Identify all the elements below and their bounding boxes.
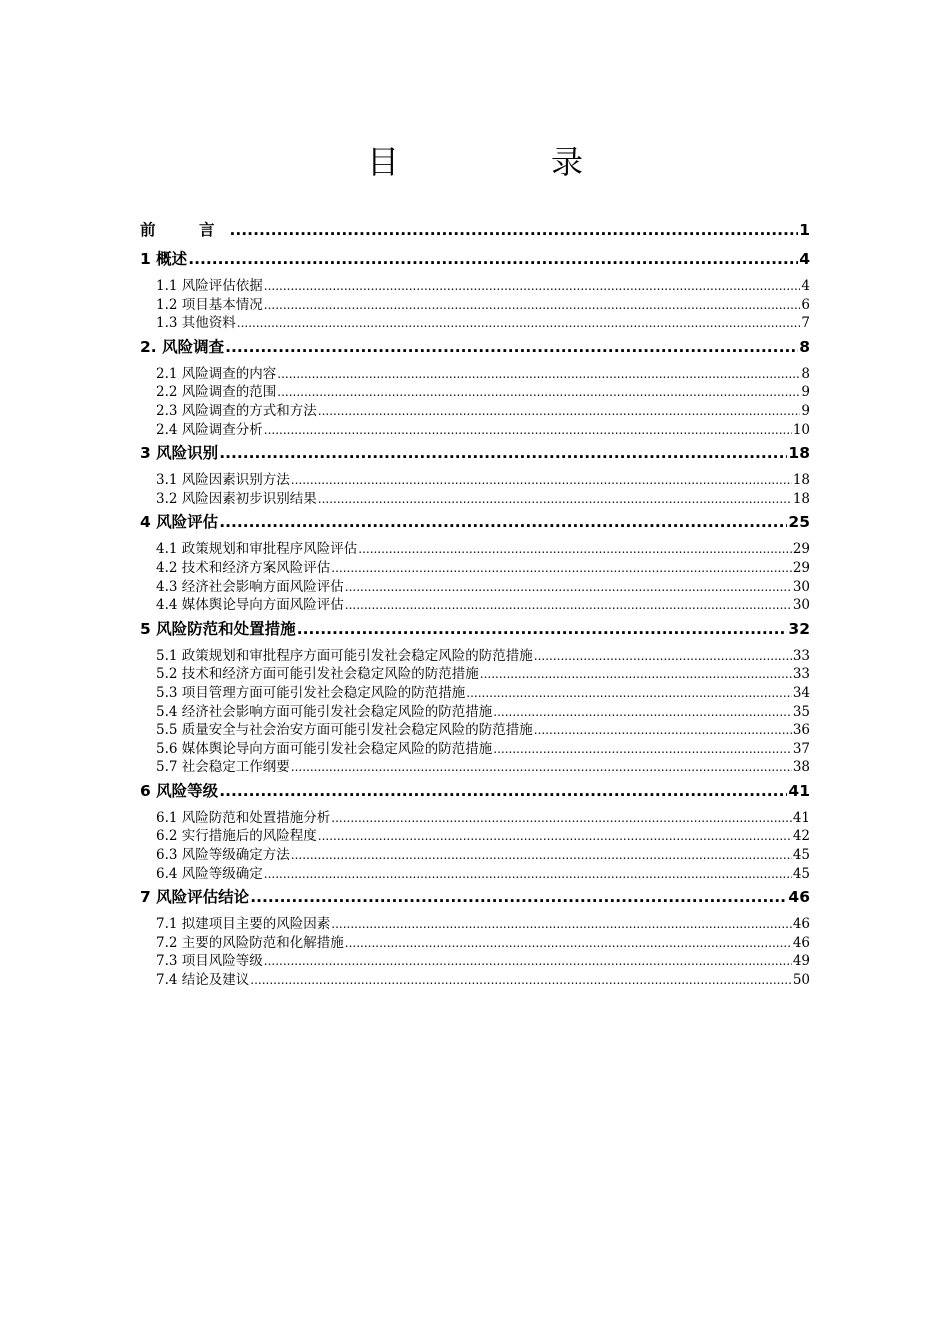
toc-entry-section[interactable]	[140, 758, 810, 777]
toc-entry-chapter[interactable]	[140, 886, 810, 909]
toc-entry-label: 4.3 经济社会影响方面风险评估	[156, 578, 344, 595]
toc-page-number: 34	[792, 684, 810, 701]
toc-entry-label: 1.1 风险评估依据	[156, 278, 263, 294]
toc-entry-section[interactable]	[140, 402, 810, 421]
toc-entry-section[interactable]	[140, 721, 810, 740]
toc-page-number: 33	[792, 647, 810, 664]
toc-dot-leader	[493, 703, 792, 722]
toc-page-number: 25	[788, 513, 810, 532]
toc-entry-section[interactable]	[140, 665, 810, 684]
toc-dot-leader	[277, 365, 800, 384]
toc-entry-label: 4.1 政策规划和审批程序风险评估	[156, 541, 358, 558]
toc-page-number: 32	[788, 619, 810, 638]
toc-dot-leader	[264, 952, 792, 971]
toc-entry-label: 3.1 风险因素识别方法	[156, 472, 290, 489]
toc-entry-section[interactable]	[140, 865, 810, 884]
toc-dot-leader	[358, 540, 792, 559]
toc-dot-leader	[318, 402, 801, 421]
toc-page-number: 18	[792, 472, 810, 489]
toc-page-number: 30	[792, 578, 810, 595]
toc-entry-label: 7.2 主要的风险防范和化解措施	[156, 934, 344, 951]
toc-dot-leader	[318, 490, 792, 509]
toc-page-number: 46	[792, 934, 810, 951]
toc-entry-section[interactable]	[140, 540, 810, 559]
toc-page-number: 8	[799, 337, 810, 356]
toc-entry-label: 7.1 拟建项目主要的风险因素	[156, 916, 331, 933]
toc-dot-leader	[219, 780, 787, 803]
toc-entry-label: 5.1 政策规划和审批程序方面可能引发社会稳定风险的防范措施	[156, 647, 533, 664]
toc-entry-label: 5 风险防范和处置措施	[140, 619, 296, 638]
toc-dot-leader	[219, 442, 787, 465]
toc-page-number: 10	[792, 421, 810, 438]
toc-entry-section[interactable]	[140, 703, 810, 722]
toc-page-number: 6	[801, 296, 810, 313]
toc-dot-leader	[297, 618, 788, 641]
toc-page-number: 41	[792, 809, 810, 826]
toc-entry-section[interactable]	[140, 934, 810, 953]
toc-entry-section[interactable]	[140, 296, 810, 315]
toc-entry-section[interactable]	[140, 809, 810, 828]
toc-page-number: 42	[792, 828, 810, 845]
toc-entry-section[interactable]	[140, 277, 810, 296]
toc-dot-leader	[250, 886, 787, 909]
toc-entry-label: 前 言	[140, 221, 229, 239]
toc-page-number: 49	[792, 953, 810, 970]
toc-entry-label: 6.4 风险等级确定	[156, 865, 263, 882]
toc-page-number: 30	[792, 597, 810, 614]
toc-dot-leader	[534, 647, 792, 666]
toc-page-number: 18	[792, 490, 810, 507]
toc-entry-label: 2.4 风险调查分析	[156, 421, 263, 438]
toc-dot-leader	[237, 314, 801, 333]
toc-page-number: 45	[792, 865, 810, 882]
toc-dot-leader	[264, 296, 801, 315]
toc-dot-leader	[291, 471, 792, 490]
toc-entry-section[interactable]	[140, 596, 810, 615]
toc-dot-leader	[345, 596, 792, 615]
toc-entry-label: 2. 风险调查	[140, 337, 225, 356]
toc-entry-label: 6.2 实行措施后的风险程度	[156, 828, 317, 845]
toc-dot-leader	[188, 248, 798, 271]
toc-page-number: 45	[792, 847, 810, 864]
toc-dot-leader	[250, 971, 792, 990]
toc-entry-label: 1.3 其他资料	[156, 315, 236, 332]
toc-entry-label: 6 风险等级	[140, 781, 219, 800]
toc-page-number: 29	[792, 541, 810, 558]
toc-page-number: 8	[801, 365, 810, 382]
toc-entry-label: 2.1 风险调查的内容	[156, 365, 277, 382]
toc-entry-section[interactable]	[140, 490, 810, 509]
toc-page-number: 41	[788, 781, 810, 800]
toc-entry-label: 5.5 质量安全与社会治安方面可能引发社会稳定风险的防范措施	[156, 722, 533, 739]
toc-entry-label: 5.2 技术和经济方面可能引发社会稳定风险的防范措施	[156, 666, 479, 683]
toc-page-number: 9	[801, 384, 810, 401]
toc-page-number: 4	[801, 278, 810, 294]
toc-entry-label: 7.4 结论及建议	[156, 972, 250, 989]
toc-page-number: 9	[801, 402, 810, 419]
toc-page-number: 35	[792, 703, 810, 720]
toc-dot-leader	[291, 846, 792, 865]
toc-entry-section[interactable]	[140, 684, 810, 703]
toc-dot-leader	[534, 721, 792, 740]
toc-page-number: 36	[792, 722, 810, 739]
toc-entry-section[interactable]	[140, 846, 810, 865]
toc-page-number: 50	[792, 972, 810, 989]
toc-dot-leader	[225, 336, 798, 359]
toc-entry-chapter[interactable]	[140, 336, 810, 359]
toc-entry-section[interactable]	[140, 471, 810, 490]
toc-entry-label: 3 风险识别	[140, 444, 219, 463]
toc-dot-leader	[230, 219, 799, 242]
toc-entry-label: 5.3 项目管理方面可能引发社会稳定风险的防范措施	[156, 684, 466, 701]
toc-entry-label: 1.2 项目基本情况	[156, 296, 263, 313]
toc-entry-label: 2.2 风险调查的范围	[156, 384, 277, 401]
toc-dot-leader	[331, 809, 792, 828]
toc-entry-chapter[interactable]	[140, 511, 810, 534]
toc-dot-leader	[264, 865, 792, 884]
toc-entry-label: 1 概述	[140, 250, 188, 268]
toc-entry-label: 4 风险评估	[140, 513, 219, 532]
toc-page-number: 46	[792, 916, 810, 933]
toc-title: 目 录	[366, 143, 643, 181]
toc-page-number: 37	[792, 740, 810, 757]
toc-entry-section[interactable]	[140, 383, 810, 402]
toc-dot-leader	[318, 827, 792, 846]
toc-entry-label: 7 风险评估结论	[140, 888, 250, 907]
toc-entry-chapter[interactable]	[140, 248, 810, 271]
toc-entry-section[interactable]	[140, 827, 810, 846]
toc-entry-label: 6.1 风险防范和处置措施分析	[156, 809, 331, 826]
toc-entry-section[interactable]	[140, 365, 810, 384]
toc-entry-section[interactable]	[140, 314, 810, 333]
toc-dot-leader	[331, 915, 792, 934]
toc-entry-label: 3.2 风险因素初步识别结果	[156, 490, 317, 507]
toc-entry-label: 4.2 技术和经济方案风险评估	[156, 559, 331, 576]
toc-dot-leader	[264, 421, 792, 440]
toc-page-number: 4	[799, 250, 810, 268]
toc-dot-leader	[331, 559, 792, 578]
toc-entry-section[interactable]	[140, 647, 810, 666]
toc-entry-label: 2.3 风险调查的方式和方法	[156, 402, 317, 419]
toc-dot-leader	[291, 758, 792, 777]
toc-entry-section[interactable]	[140, 952, 810, 971]
toc-entry-chapter[interactable]	[140, 442, 810, 465]
toc-page-number: 29	[792, 559, 810, 576]
toc-entry-section[interactable]	[140, 915, 810, 934]
toc-entry-label: 7.3 项目风险等级	[156, 953, 263, 970]
toc-entry-section[interactable]	[140, 559, 810, 578]
toc-entry-chapter[interactable]	[140, 780, 810, 803]
toc-entry-label: 5.7 社会稳定工作纲要	[156, 759, 290, 776]
toc-dot-leader	[493, 740, 792, 759]
toc-page-number: 7	[801, 315, 810, 332]
toc-page-number: 33	[792, 666, 810, 683]
toc-dot-leader	[345, 934, 792, 953]
toc-entry-chapter[interactable]	[140, 618, 810, 641]
toc-page-number: 18	[788, 444, 810, 463]
toc-entry-section[interactable]	[140, 740, 810, 759]
toc-dot-leader	[264, 277, 801, 296]
toc-entry-label: 6.3 风险等级确定方法	[156, 847, 290, 864]
toc-dot-leader	[277, 383, 800, 402]
table-of-contents	[140, 216, 810, 990]
toc-dot-leader	[219, 511, 787, 534]
toc-page-number: 38	[792, 759, 810, 776]
toc-dot-leader	[345, 578, 792, 597]
toc-page-number: 46	[788, 888, 810, 907]
toc-entry-chapter[interactable]	[140, 219, 810, 242]
toc-entry-label: 4.4 媒体舆论导向方面风险评估	[156, 597, 344, 614]
toc-entry-section[interactable]	[140, 578, 810, 597]
toc-entry-section[interactable]	[140, 971, 810, 990]
toc-entry-label: 5.6 媒体舆论导向方面可能引发社会稳定风险的防范措施	[156, 740, 493, 757]
toc-dot-leader	[466, 684, 792, 703]
toc-page-number: 1	[799, 221, 810, 239]
toc-entry-label: 5.4 经济社会影响方面可能引发社会稳定风险的防范措施	[156, 703, 493, 720]
toc-dot-leader	[480, 665, 792, 684]
toc-entry-section[interactable]	[140, 421, 810, 440]
